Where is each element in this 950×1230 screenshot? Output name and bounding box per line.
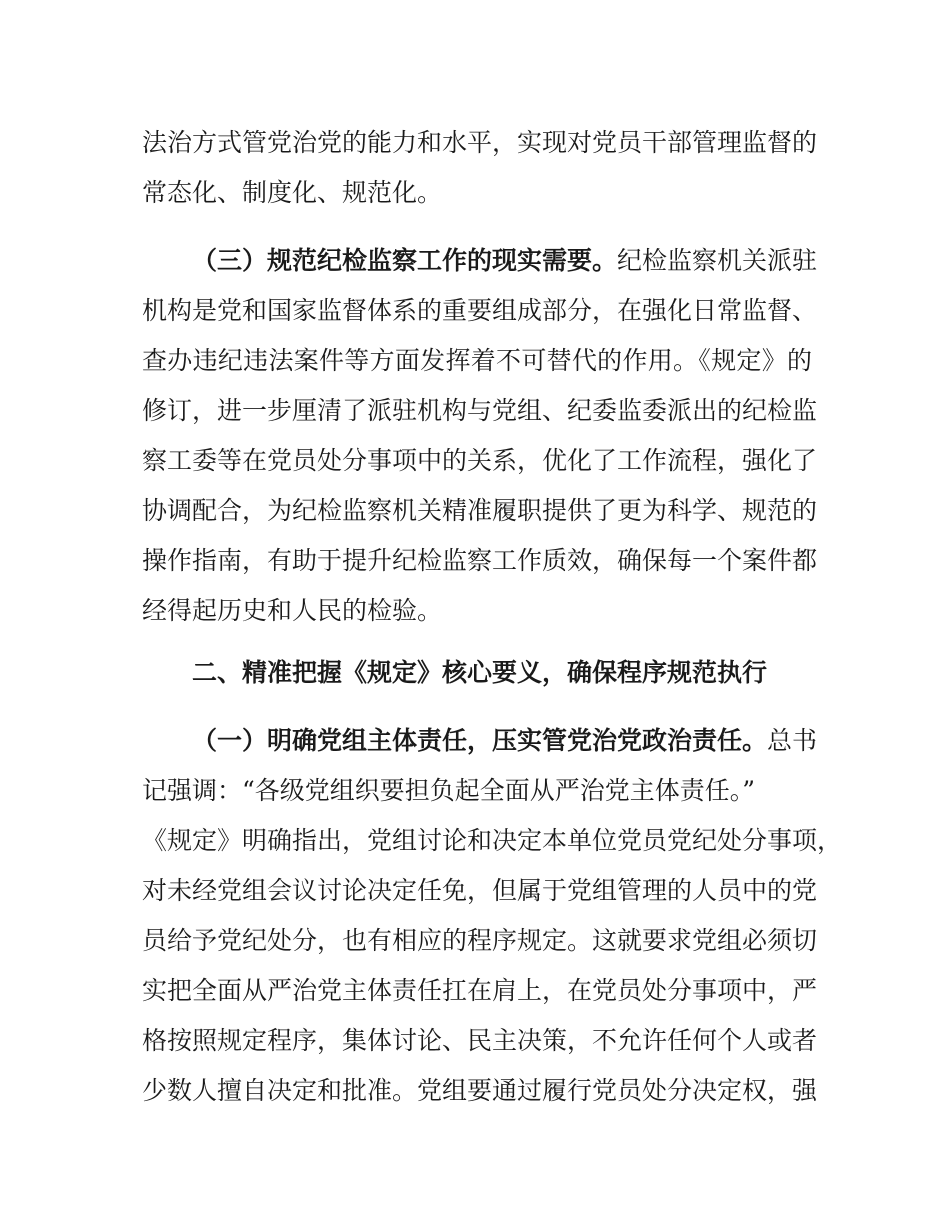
section-heading: 二、精准把握《规定》核心要义，确保程序规范执行: [192, 658, 768, 687]
paragraph-line: 察工委等在党员处分事项中的关系，优化了工作流程，强化了: [142, 446, 818, 475]
paragraph-line: 对未经党组会议讨论决定任免，但属于党组管理的人员中的党: [142, 876, 818, 905]
paragraph-line: 格按照规定程序，集体讨论、民主决策，不允许任何个人或者: [142, 1026, 818, 1055]
paragraph-line: 《规定》明确指出，党组讨论和决定本单位党员党纪处分事项，: [142, 826, 843, 855]
paragraph-first-line: [192, 244, 818, 278]
paragraph-text: 纪检监察机关派驻: [617, 246, 818, 275]
paragraph-line: 法治方式管党治党的能力和水平，实现对党员干部管理监督的: [142, 128, 818, 157]
paragraph-line: 查办违纪违法案件等方面发挥着不可替代的作用。《规定》的: [142, 346, 812, 375]
section-subheading: （一）明确党组主体责任，压实管党治党政治责任。: [192, 726, 768, 755]
paragraph-line: 协调配合，为纪检监察机关精准履职提供了更为科学、规范的: [142, 496, 818, 525]
section-subheading: （三）规范纪检监察工作的现实需要。: [192, 246, 618, 275]
paragraph-line: 操作指南，有助于提升纪检监察工作质效，确保每一个案件都: [142, 546, 818, 575]
paragraph-line: 经得起历史和人民的检验。: [142, 596, 443, 625]
paragraph-line: 实把全面从严治党主体责任扛在肩上，在党员处分事项中，严: [142, 976, 818, 1005]
paragraph-line: 员给予党纪处分，也有相应的程序规定。这就要求党组必须切: [142, 926, 818, 955]
paragraph-line: 修订，进一步厘清了派驻机构与党组、纪委监委派出的纪检监: [142, 396, 818, 425]
paragraph-line: 机构是党和国家监督体系的重要组成部分，在强化日常监督、: [142, 296, 818, 325]
paragraph-line: 常态化、制度化、规范化。: [142, 178, 443, 207]
paragraph-line: 记强调：“各级党组织要担负起全面从严治党主体责任。”: [142, 776, 756, 805]
paragraph-text: 总书: [767, 726, 818, 755]
paragraph-line: 少数人擅自决定和批准。党组要通过履行党员处分决定权，强: [142, 1076, 818, 1105]
paragraph-first-line: [192, 724, 818, 758]
